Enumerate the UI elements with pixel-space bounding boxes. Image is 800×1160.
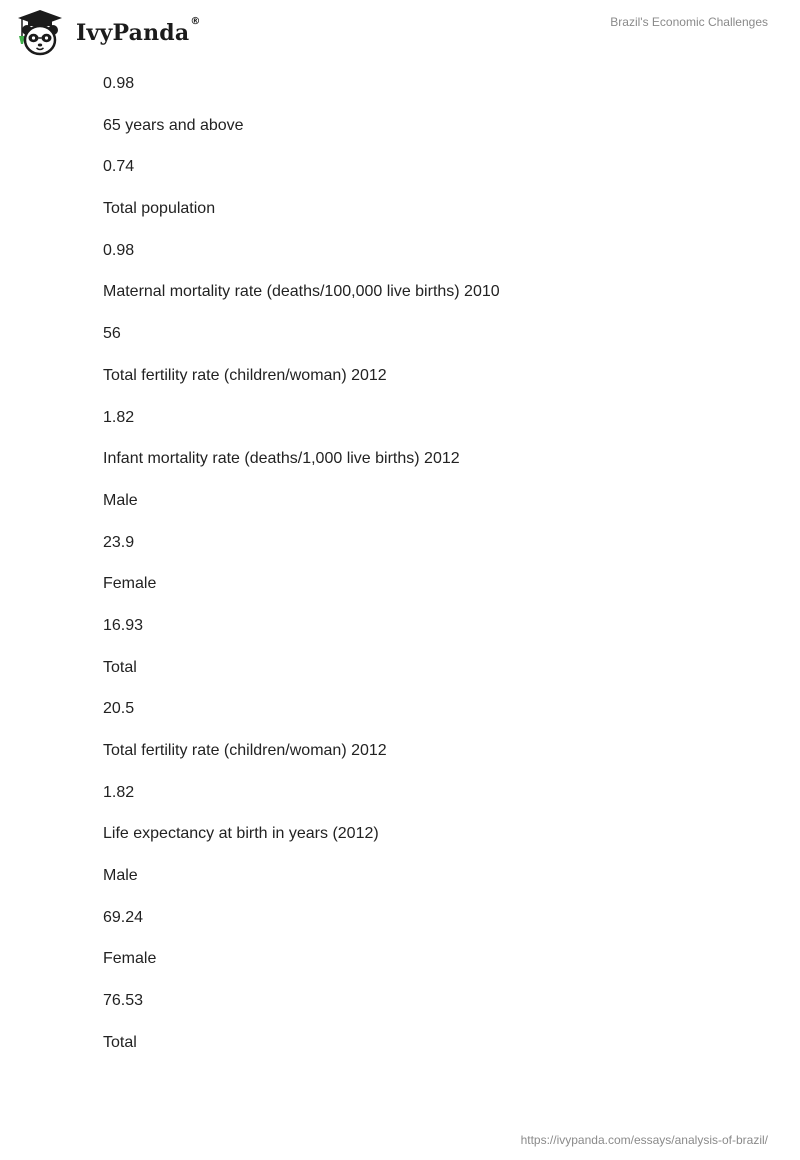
text-line: 65 years and above [103,116,244,134]
text-line: Male [103,867,138,885]
text-line: 0.74 [103,158,135,176]
panda-graduate-icon [14,8,66,56]
text-line: Life expectancy at birth in years (2012) [103,825,379,843]
text-line: 1.82 [103,408,135,426]
document-title: Brazil's Economic Challenges [610,15,768,29]
ivypanda-logo[interactable] [14,8,201,56]
source-url[interactable]: https://ivypanda.com/essays/analysis-of-brazil/ [520,1133,768,1147]
text-line: Total fertility rate (children/woman) 2012 [103,742,387,759]
text-line: 16.93 [103,616,144,634]
text-line: 23.9 [103,533,135,551]
text-line: 0.98 [103,241,135,259]
text-line: Male [103,491,138,509]
text-line: Total population [103,200,216,218]
text-line: 69.24 [103,908,144,926]
text-line: Maternal mortality rate (deaths/100,000 live births) 2010 [103,283,500,301]
text-line: Female [103,575,157,593]
text-line: Total [103,658,137,676]
document-body [103,74,763,1075]
registered-mark: ® [190,16,201,27]
text-line: 1.82 [103,783,135,801]
text-line: 20.5 [103,700,135,718]
text-line: 0.98 [103,75,135,92]
brand-name: IvyPanda® [76,16,201,46]
text-line: Total fertility rate (children/woman) 2012 [103,366,387,384]
text-line: 56 [103,325,121,343]
page-header [0,0,800,62]
text-line: Infant mortality rate (deaths/1,000 live births) 2012 [103,450,460,468]
text-line: 76.53 [103,992,144,1010]
text-line: Female [103,950,157,968]
text-line: Total [103,1033,137,1051]
